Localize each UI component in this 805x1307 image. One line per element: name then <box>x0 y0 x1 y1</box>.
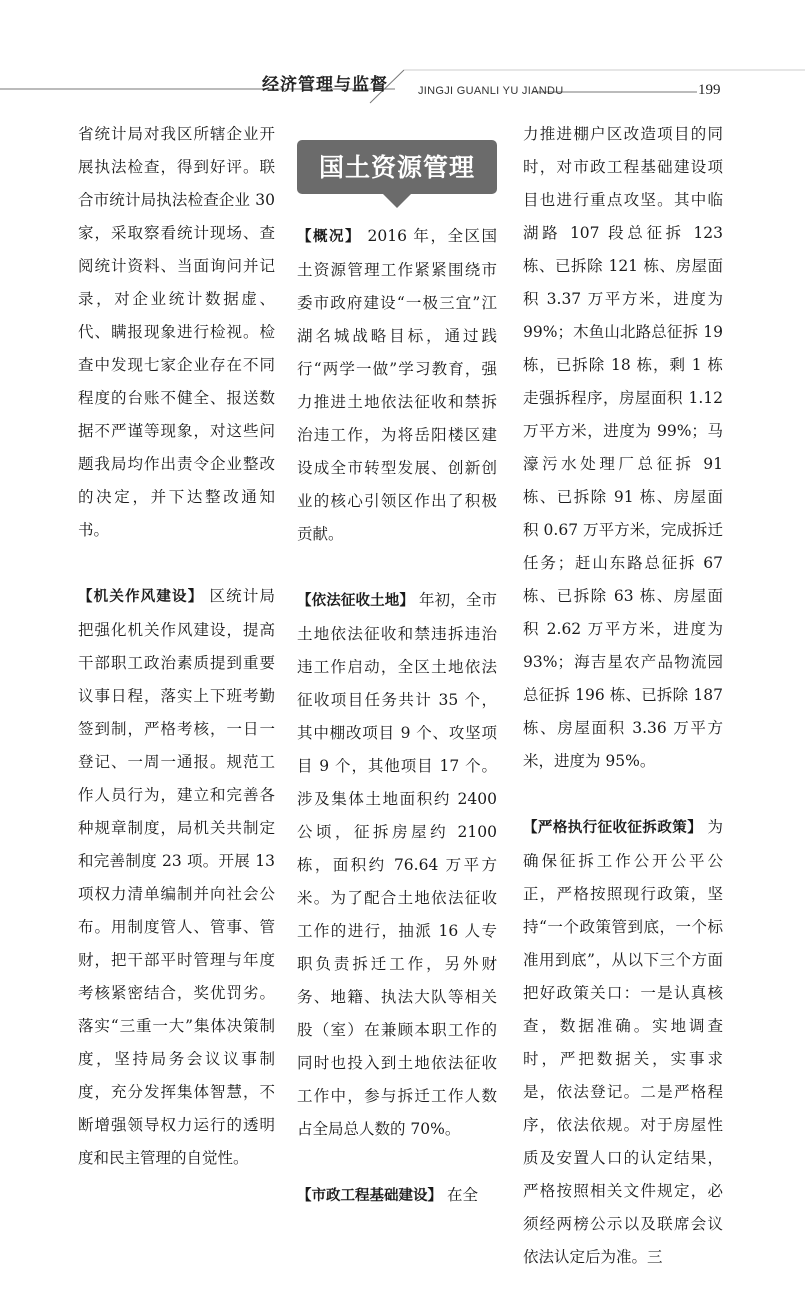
heading-municipal-works: 【市政工程基础建设】 <box>297 1188 442 1204</box>
section-banner <box>297 140 497 212</box>
running-header-pinyin: JINGJI GUANLI YU JIANDU <box>418 85 564 97</box>
header-rule-lines <box>0 0 805 110</box>
mid-paragraph-1 <box>297 220 497 551</box>
body-policy-enforcement: 为确保征拆工作公开公平公正，严格按照现行政策，坚持“一个政策管到底，一个标准用到底”，从以下三个方面把好政策关口：一是认真核查，数据准确。实地调查时，严把数据关，实事求是，依法登记。二是严格程序，依法依规。对于房屋性质及安置人口的认定结果，严格按照相关文件规定，必须经两榜公示以及联席会议依法认定后为准。三 <box>523 818 723 1266</box>
running-header <box>0 0 805 110</box>
body-institution-style: 区统计局把强化机关作风建设，提高干部职工政治素质提到重要议事日程，落实上下班考勤签到制，严格考核，一日一登记、一周一通报。规范工作人员行为，建立和完善各种规章制度，局机关共制定和完善制度 23 项。开展 13 项权力清单编制并向社会公布。用制度管人、管事、管财，把干部平时管理与年度考核紧密结合，奖优罚劣。落实“三重一大”集体决策制度，坚持局务会议议事制度，充分发挥集体智慧，不断增强领导权力运行的透明度和民主管理的自觉性。 <box>78 587 275 1167</box>
heading-overview: 【概况】 <box>297 229 362 245</box>
running-header-title: 经济管理与监督 <box>262 75 388 95</box>
heading-policy-enforcement: 【严格执行征收征拆政策】 <box>523 820 703 836</box>
middle-column <box>297 220 497 1246</box>
heading-institution-style: 【机关作风建设】 <box>78 589 204 605</box>
body-overview: 2016 年，全区国土资源管理工作紧紧围绕市委市政府建设“一极三宜”江湖名城战略目标，通过践行“两学一做”学习教育，强力推进土地依法征收和禁拆治违工作，为将岳阳楼区建设成全市转型发展、创新创业的核心引领区作出了积极贡献。 <box>297 227 497 543</box>
left-column <box>78 118 275 1208</box>
left-paragraph-2 <box>78 580 275 1175</box>
right-column <box>523 118 723 1307</box>
left-paragraph-1: 省统计局对我区所辖企业开展执法检查，得到好评。联合市统计局执法检查企业 30 家，采取察看统计现场、查阅统计资料、当面询问并记录，对企业统计数据虚、代、瞒报现象进行检视。检查中发现七家企业存在不同程度的台账不健全、报送数据不严谨等现象，对这些问题我局均作出责令企业整改的决定，并下达整改通知书。 <box>78 125 275 539</box>
right-paragraph-1: 力推进棚户区改造项目的同时，对市政工程基础建设项目也进行重点攻坚。其中临湖路 107 段总征拆 123 栋、已拆除 121 栋、房屋面积 3.37 万平方米，进度为 99%；木鱼山北路总征拆 19 栋，已拆除 18 栋，剩 1 栋走强拆程序，房屋面积 1.12 万平方米，进度为 99%；马濠污水处理厂总征拆 91 栋、已拆除 91 栋、房屋面积 0.67 万平方米，完成拆迁任务；赶山东路总征拆 67 栋、已拆除 63 栋、房屋面积 2.62 万平方米，进度为 93%；海吉星农产品物流园总征拆 196 栋、已拆除 187 栋、房屋面积 3.36 万平方米，进度为 95%。 <box>523 125 723 770</box>
mid-paragraph-2 <box>297 584 497 1146</box>
mid-paragraph-3 <box>297 1179 497 1213</box>
heading-land-acquisition: 【依法征收土地】 <box>297 593 414 609</box>
section-title: 国土资源管理 <box>318 153 475 182</box>
body-municipal-works: 在全 <box>446 1186 478 1204</box>
page-number: 199 <box>698 82 721 98</box>
body-land-acquisition: 年初，全市土地依法征收和禁违拆违治违工作启动，全区土地依法征收项目任务共计 35 个，其中棚改项目 9 个、攻坚项目 9 个，其他项目 17 个。涉及集体土地面积约 2400 公顷，征拆房屋约 2100 栋，面积约 76.64 万平方米。为了配合土地依法征收工作的进行，抽派 16 人专职负责拆迁工作，另外财务、地籍、执法大队等相关股（室）在兼顾本职工作的同时也投入到土地依法征收工作中，参与拆迁工作人数占全局总人数的 70%。 <box>297 591 497 1138</box>
right-paragraph-2 <box>523 811 723 1274</box>
